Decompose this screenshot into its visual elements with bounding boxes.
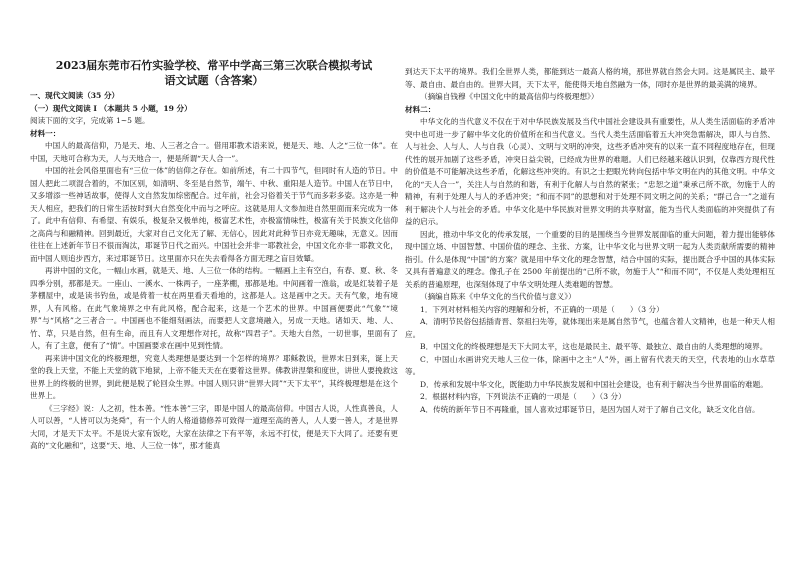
source-citation: （摘编自钱穆《中国文化中的最高信仰与终极理想》） — [420, 92, 599, 101]
question-option: C．中国山水画讲究天地人三位一体，除画中之主“人”外，画上留有代表天的天空，代表地的山水草草等。 — [405, 354, 775, 376]
paragraph: 中国人的最高信仰，乃是天、地、人三者之合一。借用耶教术语来说，便是天、地、人之“三位一体”。在中国，天地可合称为天，人与天地合一，便是所谓“天人合一”。 — [30, 141, 398, 163]
question-option: D．传承和发展中华文化，既能助力中华民族发展和中国社会建设，也有利于解决当今世界面临的难题。 — [420, 379, 768, 389]
exam-title: 2023届东莞市石竹实验学校、常平中学高三第三次联合模拟考试 — [55, 59, 373, 72]
instruction-text: 阅读下面的文字，完成第 1~5 题。 — [30, 116, 150, 125]
question-option: A．传统的新年节日不再隆重，国人喜欢过耶诞节日，是因为国人对于了解自己文化，缺乏文化自信。 — [420, 404, 760, 414]
paragraph: 中国的社会风俗里面也有“三位一体”的信仰之存在。如前所述，有二十四节气，但同时有人造的节日。中国人把此二项混合着的，不加区别，如清明、冬至是自然节，端午、中秋、重阳是人造节。中国人在节日中，又多增添一些神话故事，使得人文自然发加综密配合。过年前，社会习俗着关于节气而多彩多姿。这亦是一种天人相应，把我们的日常生活按时到大自然变化中而与之呼应。这就是用人文参加进自然里面而来完成为一体了。此中有信仰、有希望、有娱乐，极复杂又极单纯，极富艺术性，亦极富情味性，极富有关于民族文化信仰之高尚与和融精神。回到最近，大家对自己文化无了解、无信心，因此对此种节日亦竞无趣味，无意义。因而往往在上述新年节日不很而淘汰，耶诞节日代之而兴。中国社会并非一耶教社会，中国文化亦非一耶教文化，而中国人则追步西方，来过耶诞节日。这里面亦只在失去看得各方面无理之盲目效颦。 — [30, 166, 398, 263]
question-option: A．清明节民俗包括插青晋、祭祖扫先等，就体现出来是属自然节气，也蕴含着人文精神，也是一种天人相应。 — [405, 317, 775, 339]
material2-label: 材料二： — [405, 104, 436, 114]
material1-label: 材料一： — [30, 128, 61, 138]
paragraph: 再来讲中国文化的终极理想，究竟人类理想是要达到一个怎样的境界？耶稣教说，世界末日到来，诞上天堂的我上天堂，不能上天堂的就下地狱，上帝不能天天在在要着这世界。佛教讲涅槃和度世，讲世人要挽救这世界上的终极的世界，到此便是脱了轮回众生界。中国人则只讲“世界大同”“天下太平”，其终极理想是在这个世界上。 — [30, 353, 398, 400]
question-stem: 2．根据材料内容，下列说法不正确的一项是（ ）（3 分） — [420, 392, 626, 401]
paragraph-continued: 到达天下太平的境界。我们全世界人类，都能到达一最高人格的境，那世界就自然会大同。这是属民主、最平等、最自由、最自由的。世界大同，天下太平，能使得天地自然融为一体，同时亦是世界的最美满的境界。 — [405, 67, 775, 89]
exam-subtitle: 语文试题（含答案） — [164, 74, 264, 87]
source-citation: （摘编自陈来《中华文化的当代价值与意义》） — [420, 292, 576, 301]
right-column — [405, 66, 775, 416]
paragraph: 再讲中国的文化，一幅山水画，就是天、地、人三位一体的结构。一幅画上主有空白，有春、夏、秋、冬四季分别，那都是天。一座山、一溪水、一株两子，一座茅棚，那都是地。中间画着一渔翁，或是红装着子是茅棚屋中，或是读书钓鱼，或是倚着一杖在两里看天看地的，这都是人。这是画中之天。天有气象，地有境界，人有风格。在此气象境界之中有此风格，配合起来，这是一个艺术的世界。中国画便要此“气象”“境界”与“风格”之三者合一。中国画也不能细刻画法，而要把人文意境融入，另成一天地。诸如天、地、人、竹、草，只是自然，但有生命，而且有人文理想作对托，故称“四君子”。天地大自然，一切世事，里面有了人，有了主意，便有了“情”。中国画要求在画中见到性情。 — [30, 266, 398, 350]
left-column — [30, 58, 398, 453]
question-option: B．中国文化的终极理想是天下大同太平，这也是最民主、最平等、最独立、最自由的人类理想的境界。 — [420, 342, 768, 351]
paragraph: 《三字经》说：人之初，性本善。“性本善”三字，即是中国人的最高信仰。中国古人说，人性真善良，人人可以善，“人皆可以为尧舜”，有一个人的人格道德修养可致得一道理至高的善人，人人要一善人，才是世界大同，才是天下太平。不是说大家有饭吃，大家在法律之下有平等，永远不打仗，便是天下大同了。还要有更高的“文化融和”，这要“天、地、人三位一体”，那才能真 — [30, 403, 398, 450]
paragraph: 因此，推动中华文化的传承发展，一个重要的目的是围绕当今世界发展面临的重大问题，着力提出能够体现中国立场、中国智慧、中国价值的理念、主张、方案，让中华文化与世界文明一起为人类贡献所需要的精神指引。什么是体现“中国”的方案？就是用中华文化的理念智慧，结合中国的实际，提出既合乎中国的具体实际又具有普遍意义的理念。像孔子在 2500 年前提出的“己所不欲，勿施于人”“和而不同”，不仅是人类处理相互关系的普遍原理，也深刻体现了中华文明处理人类难题的智慧。 — [405, 229, 775, 289]
subsection-heading: （一）现代文阅读 I （本题共 5 小题，19 分） — [30, 103, 192, 113]
paragraph: 中华文化的当代意义不仅在于对中华民族发展及当代中国社会建设具有重要性，从人类生活面临的矛盾冲突中也可进一步了解中华文化的价值所在和当代意义。当代人类生活面临着五大冲突急需解决，即人与自然、人与社会、人与人、人与自我（心灵）、文明与文明的冲突，这些矛盾冲突有的以来一直不同程度地存在，但现代性的展开加剧了这些矛盾，冲突日益尖锐，已经成为世界的难题。人们已经越来越认识到，仅靠西方现代性的价值是不可能解决这些矛盾，化解这些冲突的。有识之士把眼光转向包括中华文明在内的其他文明。中华文化的“天人合一”，关注人与自然的和谐，有利于化解人与自然的紧张；“忠恕之道”秉承己所不欲，勿施于人的精神，有利于处理人与人的矛盾冲突；“和而不同”的思想和对于处理不同文明之间的关系；“群己合一”之道有利于解决个人与社会的矛盾。中华文化是中华民族对世界文明的共享财富，能为当代人类面临的冲突提供了有益的启示。 — [405, 117, 775, 226]
section-heading: 一、现代文阅读（35 分） — [30, 91, 120, 100]
question-stem: 1．下列对材料相关内容的理解和分析，不正确的一项是（ ）（3 分） — [420, 304, 664, 314]
